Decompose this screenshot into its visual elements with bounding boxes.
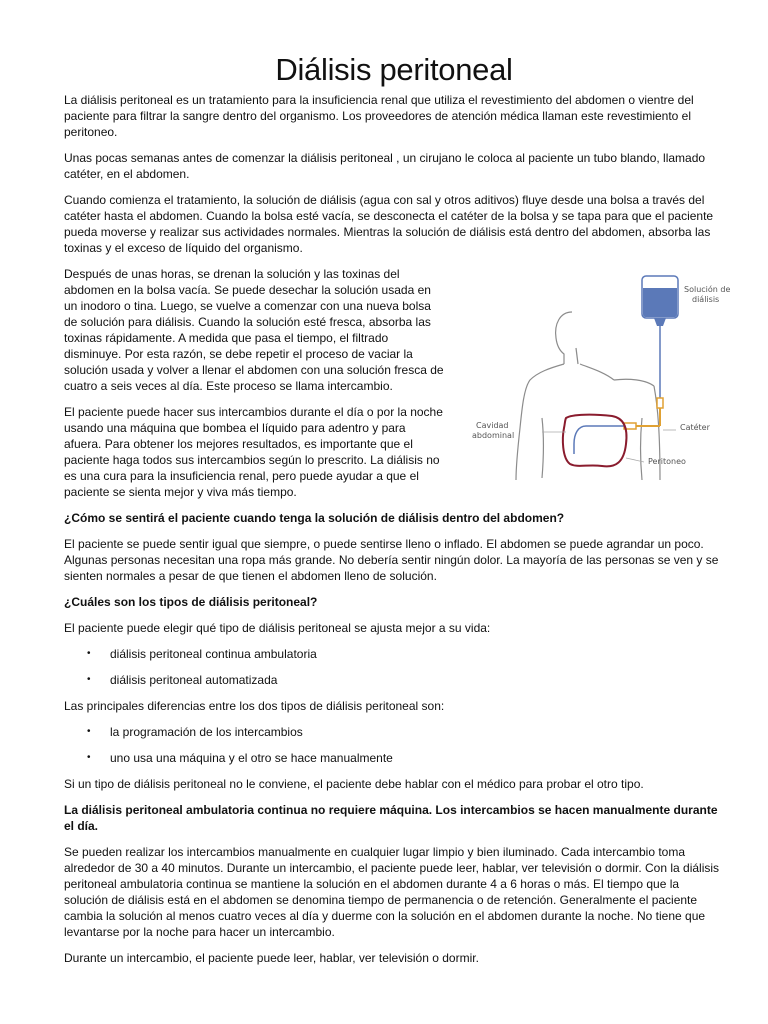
paragraph-during-exchange: Durante un intercambio, el paciente puede leer, hablar, ver televisión o dormir. xyxy=(64,951,479,965)
paragraph-schedule: El paciente puede hacer sus intercambios durante el día o por la noche usando una máquina que bombea el líquido para adentro y para afuera. Para obtener los mejores resultados, es importante que el paciente haga todos sus intercambios según lo prescrito. La diálisis no es una cura para la insuficiencia renal, pero puede ayudar a que el paciente se sienta mejor y viva más tiempo. xyxy=(64,405,443,499)
heading-feeling: ¿Cómo se sentirá el paciente cuando tenga la solución de diálisis dentro del abdomen? xyxy=(64,511,565,525)
dialysis-illustration xyxy=(454,268,734,488)
list-item-text: uno usa una máquina y el otro se hace manualmente xyxy=(110,751,393,765)
paragraph-exchange: Después de unas horas, se drenan la solución y las toxinas del abdomen en la bolsa vacía. Se puede desechar la solución usada en un inodoro o tina. Luego, se vuelve a comenzar con una nueva bolsa de solución para diálisis. Cuando la solución esté fresca, absorba las toxinas rápidamente. A medida que pasa el tiempo, el filtrado disminuye. Por esta razón, se debe repetir el proceso de vaciar la solución usada y volver a llenar el abdomen con una solución fresca de cuatro a seis veces al día. Este proceso se llama intercambio. xyxy=(64,267,444,393)
paragraph-switch-type: Si un tipo de diálisis peritoneal no le conviene, el paciente debe hablar con el médico para probar el otro tipo. xyxy=(64,777,644,791)
bullet-glyph: • xyxy=(87,674,91,685)
bullet-glyph: • xyxy=(87,752,91,763)
paragraph-ambulatory: Se pueden realizar los intercambios manualmente en cualquier lugar limpio y bien iluminado. Cada intercambio toma alrededor de 30 a 40 minutos. Durante un intercambio, el paciente puede leer, hablar, ver televisión o dormir. Con la diálisis peritoneal ambulatoria continua se mantiene la solución en el abdomen durante 4 a 6 horas o más. El tiempo que la solución de diálisis está en el abdomen se denomina tiempo de permanencia o de retención. Generalmente el paciente cambia la solución al menos cuatro veces al día y duerme con la solución en el abdomen durante la noche. No tiene que levantarse por la noche para hacer un intercambio. xyxy=(64,845,720,939)
heading-types: ¿Cuáles son los tipos de diálisis peritoneal? xyxy=(64,595,318,609)
label-cavity-line2: abdominal xyxy=(472,431,515,440)
label-cavity-line1: Cavidad xyxy=(476,421,509,430)
paragraph-treatment: Cuando comienza el tratamiento, la solución de diálisis (agua con sal y otros aditivos) fluye desde una bolsa a través del catéter hasta el abdomen. Cuando la bolsa esté vacía, se desconecta el catéter de la bolsa y se tapa para que el paciente pueda moverse y realizar sus actividades normales. Mientras la solución de diálisis está dentro del abdomen, absorba las toxinas y el exceso de líquido del organismo. xyxy=(64,193,714,255)
document-page xyxy=(64,52,731,976)
label-solution-line1: Solución de xyxy=(684,285,731,294)
label-catheter: Catéter xyxy=(680,423,710,432)
list-item xyxy=(64,750,724,766)
list-item-text: diálisis peritoneal automatizada xyxy=(110,673,278,687)
body-outline xyxy=(516,312,660,480)
list-item-text: la programación de los intercambios xyxy=(110,725,303,739)
paragraph-feeling: El paciente se puede sentir igual que siempre, o puede sentirse lleno o inflado. El abdomen se puede agrandar un poco. Algunas personas necesitan una ropa más grande. No debería sentir ningún dolor. La mayoría de las personas se ven y se sienten normales a pesar de que tienen el abdomen lleno de solución. xyxy=(64,537,719,583)
list-item xyxy=(64,672,724,688)
list-item xyxy=(64,646,724,662)
bullet-glyph: • xyxy=(87,726,91,737)
heading-ambulatory: La diálisis peritoneal ambulatoria continua no requiere máquina. Los intercambios se hacen manualmente durante el día. xyxy=(64,803,718,833)
list-differences xyxy=(64,724,724,766)
label-solution-line2: diálisis xyxy=(692,295,720,304)
paragraph-catheter: Unas pocas semanas antes de comenzar la diálisis peritoneal , un cirujano le coloca al paciente un tubo blando, llamado catéter, en el abdomen. xyxy=(64,151,706,181)
bullet-glyph: • xyxy=(87,648,91,659)
paragraph-intro: La diálisis peritoneal es un tratamiento para la insuficiencia renal que utiliza el revestimiento del abdomen o vientre del paciente para filtrar la sangre dentro del organismo. Los proveedores de atención médica llaman este revestimiento el peritoneo. xyxy=(64,93,694,139)
dialysis-diagram-svg xyxy=(454,268,734,488)
page-title: Diálisis peritoneal xyxy=(275,52,513,87)
list-item-text: diálisis peritoneal continua ambulatoria xyxy=(110,647,317,661)
list-types xyxy=(64,646,724,688)
peritoneum-shape xyxy=(563,415,627,467)
paragraph-types-intro: El paciente puede elegir qué tipo de diálisis peritoneal se ajusta mejor a su vida: xyxy=(64,621,491,635)
label-peritoneum: Peritoneo xyxy=(648,457,686,466)
list-item xyxy=(64,724,724,740)
paragraph-differences-intro: Las principales diferencias entre los dos tipos de diálisis peritoneal son: xyxy=(64,699,445,713)
